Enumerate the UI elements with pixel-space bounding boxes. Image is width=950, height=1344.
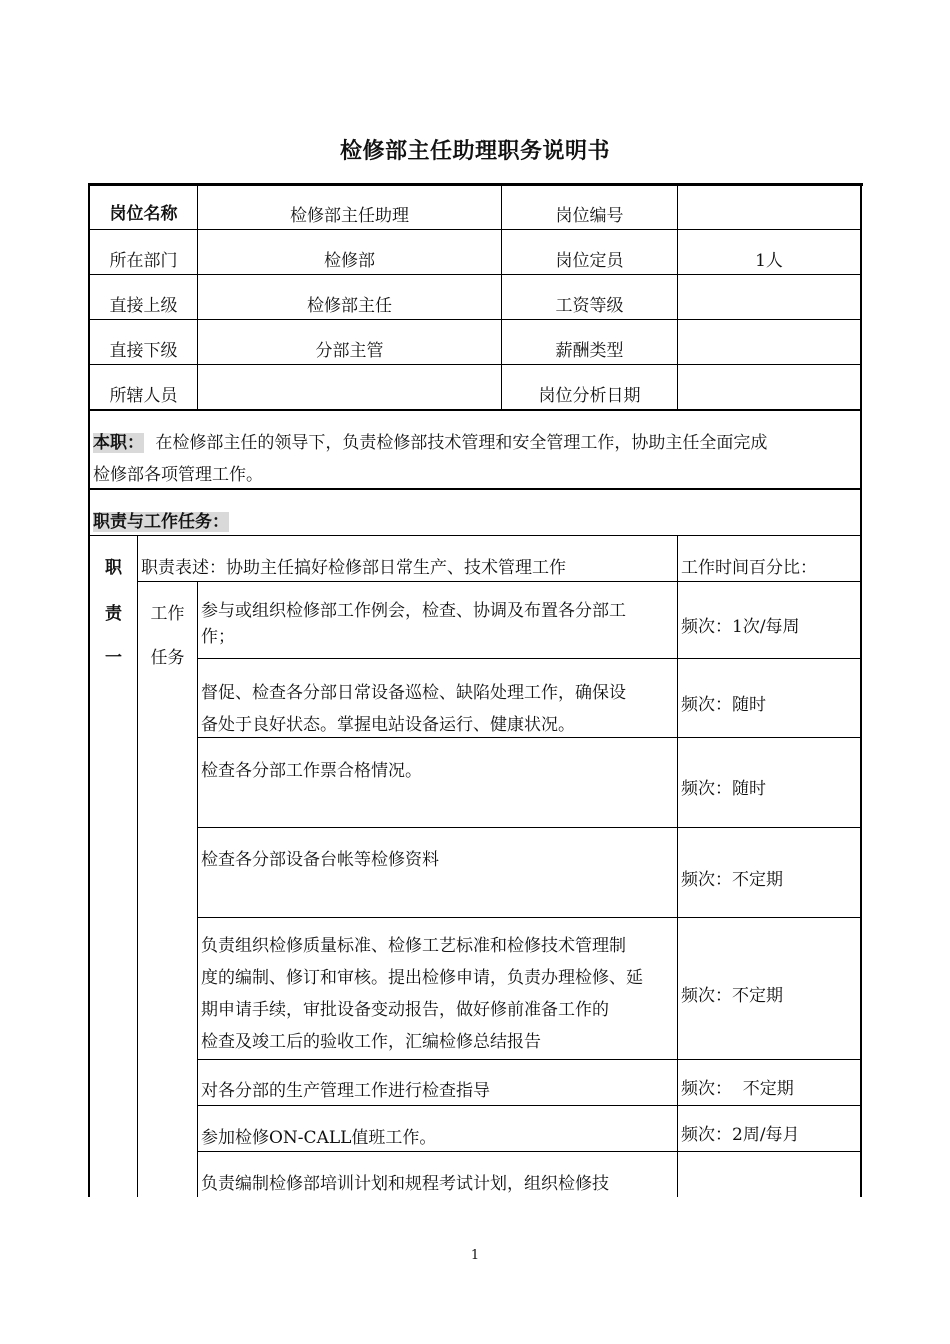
table-rule bbox=[88, 229, 862, 230]
superior-value: 检修部主任 bbox=[307, 296, 392, 316]
table-rule bbox=[137, 535, 138, 1197]
position-name-value: 检修部主任助理 bbox=[290, 206, 409, 226]
position-name-label: 岗位名称 bbox=[109, 204, 178, 224]
table-rule bbox=[137, 581, 862, 582]
subordinate-label: 直接下级 bbox=[109, 341, 178, 361]
table-border bbox=[88, 183, 863, 186]
headcount-value: 1人 bbox=[755, 251, 783, 271]
headcount-label: 岗位定员 bbox=[555, 251, 624, 271]
duty-line-1: 在检修部主任的领导下，负责检修部技术管理和安全管理工作，协助主任全面完成 bbox=[155, 433, 768, 453]
tasks-heading-text: 职责与工作任务： bbox=[93, 512, 229, 532]
task-item-5 bbox=[201, 930, 675, 1058]
table-border bbox=[88, 183, 90, 1197]
page-number: 1 bbox=[470, 1248, 480, 1263]
task-item-1 bbox=[201, 598, 675, 650]
department-value: 检修部 bbox=[324, 251, 375, 271]
task-1-frequency: 频次：1次/每周 bbox=[681, 617, 800, 637]
table-rule bbox=[197, 658, 862, 659]
table-border bbox=[860, 183, 862, 1197]
task-5-line-4: 检查及竣工后的验收工作，汇编检修总结报告 bbox=[201, 1032, 541, 1052]
task-3-frequency: 频次：随时 bbox=[681, 779, 766, 799]
task-1-line-2: 作； bbox=[201, 627, 235, 647]
table-rule bbox=[677, 535, 678, 1197]
time-percent-label: 工作时间百分比： bbox=[681, 558, 817, 578]
responsibility-char-3: 一 bbox=[105, 648, 122, 668]
table-rule bbox=[88, 274, 862, 275]
task-2-frequency: 频次：随时 bbox=[681, 695, 766, 715]
task-6-frequency: 频次： 不定期 bbox=[681, 1079, 794, 1099]
table-rule bbox=[197, 917, 862, 918]
superior-label: 直接上级 bbox=[109, 296, 178, 316]
staff-label: 所辖人员 bbox=[109, 386, 178, 406]
table-rule bbox=[197, 1151, 862, 1152]
task-7-frequency: 频次：2周/每月 bbox=[681, 1125, 800, 1145]
responsibility-char-2: 责 bbox=[105, 604, 122, 624]
duty-statement bbox=[93, 433, 767, 453]
task-5-line-1: 负责组织检修质量标准、检修工艺标准和检修技术管理制 bbox=[201, 936, 626, 956]
task-8-line-1: 负责编制检修部培训计划和规程考试计划，组织检修技 bbox=[201, 1174, 609, 1194]
analysis-date-label: 岗位分析日期 bbox=[538, 386, 641, 406]
task-2-line-1: 督促、检查各分部日常设备巡检、缺陷处理工作，确保设 bbox=[201, 683, 626, 703]
table-rule bbox=[88, 488, 862, 490]
task-5-frequency: 频次：不定期 bbox=[681, 986, 783, 1006]
department-label: 所在部门 bbox=[109, 251, 178, 271]
table-rule bbox=[88, 409, 862, 411]
table-rule bbox=[677, 183, 678, 410]
task-4-frequency: 频次：不定期 bbox=[681, 870, 783, 890]
task-1-line-1: 参与或组织检修部工作例会，检查、协调及布置各分部工 bbox=[201, 601, 626, 621]
position-code-label: 岗位编号 bbox=[555, 206, 624, 226]
task-7-line-1: 参加检修ON-CALL值班工作。 bbox=[201, 1128, 437, 1148]
duty-label: 本职： bbox=[93, 433, 144, 453]
task-5-line-3: 期申请手续，审批设备变动报告，做好修前准备工作的 bbox=[201, 1000, 609, 1020]
task-5-line-2: 度的编制、修订和审核。提出检修申请，负责办理检修、延 bbox=[201, 968, 643, 988]
table-rule bbox=[88, 319, 862, 320]
task-label-2: 任务 bbox=[150, 648, 185, 668]
subordinate-value: 分部主管 bbox=[315, 341, 384, 361]
table-rule bbox=[197, 1105, 862, 1106]
task-item-2 bbox=[201, 677, 675, 741]
task-2-line-2: 备处于良好状态。掌握电站设备运行、健康状况。 bbox=[201, 715, 575, 735]
duty-line-2: 检修部各项管理工作。 bbox=[93, 465, 263, 485]
responsibility-description: 职责表述：协助主任搞好检修部日常生产、技术管理工作 bbox=[141, 558, 566, 578]
task-3-line-1: 检查各分部工作票合格情况。 bbox=[201, 761, 422, 781]
salary-grade-label: 工资等级 bbox=[555, 296, 624, 316]
tasks-heading bbox=[93, 512, 229, 532]
pay-type-label: 薪酬类型 bbox=[555, 341, 624, 361]
task-6-line-1: 对各分部的生产管理工作进行检查指导 bbox=[201, 1081, 490, 1101]
responsibility-char-1: 职 bbox=[105, 558, 122, 578]
table-rule bbox=[88, 364, 862, 365]
table-rule bbox=[197, 827, 862, 828]
table-rule bbox=[88, 535, 862, 536]
task-4-line-1: 检查各分部设备台帐等检修资料 bbox=[201, 850, 439, 870]
page-title: 检修部主任助理职务说明书 bbox=[339, 138, 610, 164]
table-rule bbox=[197, 1059, 862, 1060]
task-label-1: 工作 bbox=[150, 604, 185, 624]
